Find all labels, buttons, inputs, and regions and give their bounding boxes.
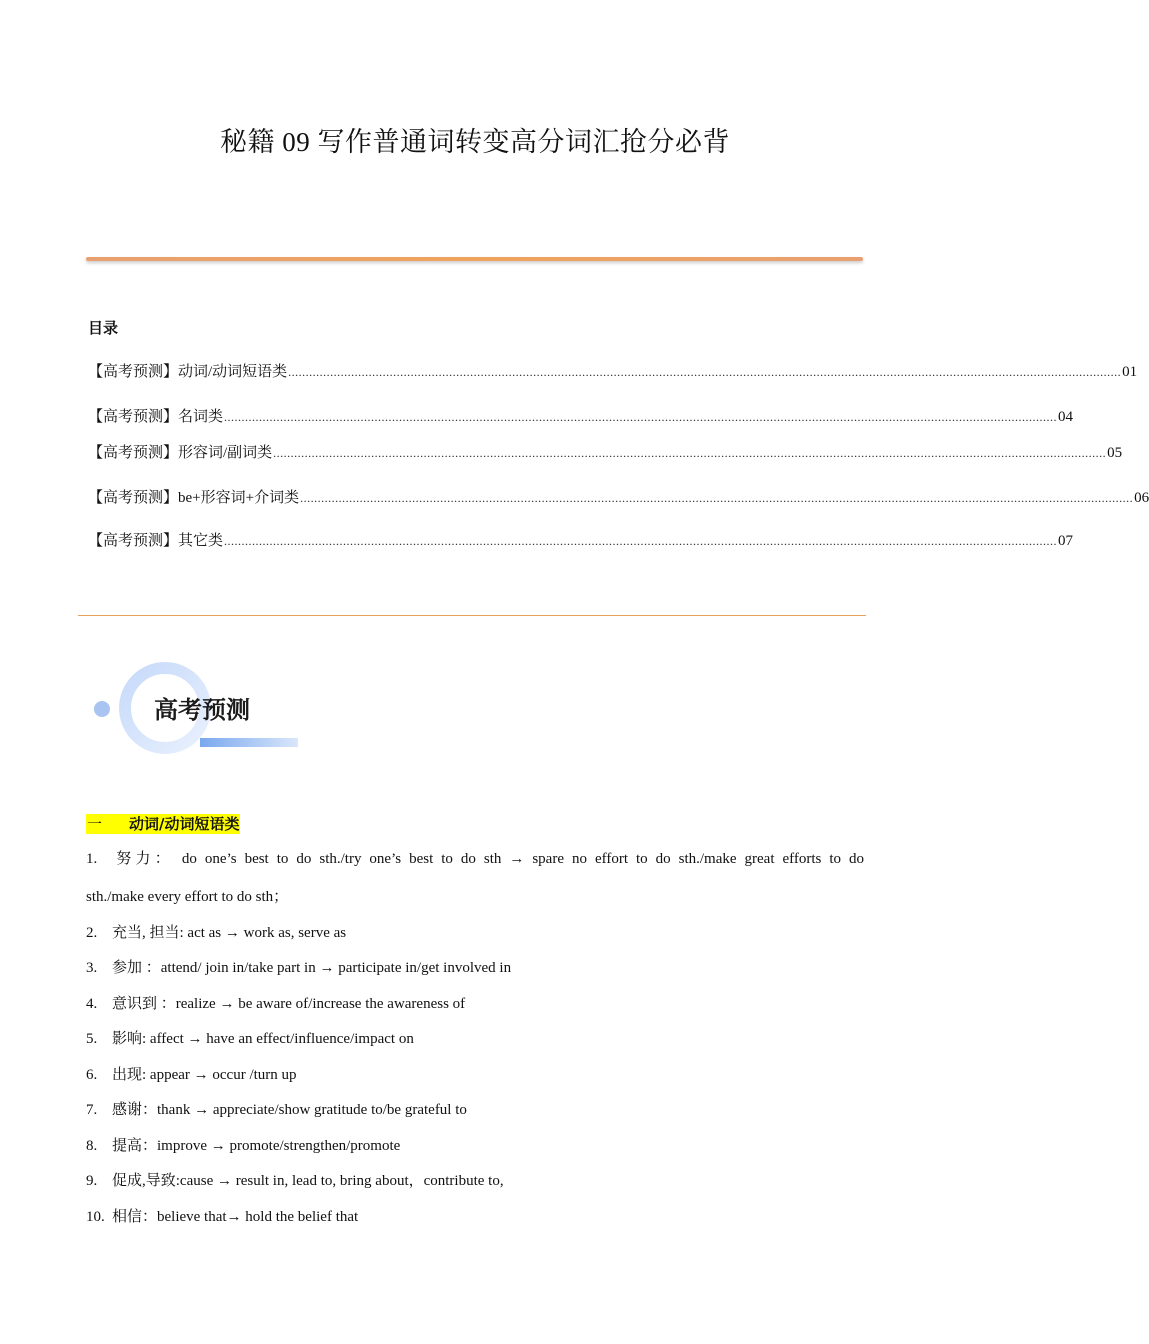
toc-entry[interactable]: [88, 441, 1123, 462]
list-item: [86, 1135, 864, 1157]
toc-leader-dots: ..............................................................................................................................................................................................................................................: [300, 491, 1134, 505]
badge-bar: [200, 738, 298, 747]
toc-entry[interactable]: [88, 360, 1138, 381]
toc-leader-dots: ..............................................................................................................................................................................................................................................: [224, 534, 1058, 548]
item-text: 充当, 担当: act as → work as, serve as: [112, 925, 347, 941]
item-text: 努力： do one’s best to do sth./try one’s best to do sth → spare no effort to do sth./make great efforts to do: [112, 851, 864, 867]
badge-label: 高考预测: [154, 696, 250, 724]
toc-entry-label: 【高考预测】名词类: [88, 409, 224, 425]
document-title: 秘籍 09 写作普通词转变高分词汇抢分必背: [220, 127, 730, 157]
toc-entry-page: 05: [1107, 445, 1123, 461]
toc-entry-label: 【高考预测】动词/动词短语类: [88, 364, 288, 380]
section-badge: [90, 660, 302, 756]
item-number: 5.: [86, 1031, 98, 1047]
list-item: [86, 1170, 864, 1192]
item-text: 相信：believe that→ hold the belief that: [112, 1209, 359, 1225]
toc-entry-page: 04: [1058, 409, 1074, 425]
toc-leader-dots: ..............................................................................................................................................................................................................................................: [224, 410, 1058, 424]
toc-entry-label: 【高考预测】be+形容词+介词类: [88, 490, 300, 506]
item-text: 影响: affect → have an effect/influence/impact on: [112, 1031, 414, 1047]
item-number: 9.: [86, 1173, 98, 1189]
toc-entry[interactable]: [88, 486, 1149, 507]
toc-leader-dots: ..............................................................................................................................................................................................................................................: [273, 446, 1107, 460]
item-number: 6.: [86, 1067, 98, 1083]
item-text: 参加 ：attend/ join in/take part in → participate in/get involved in: [112, 960, 512, 976]
item-number: 4.: [86, 996, 98, 1012]
list-item: [86, 993, 864, 1015]
toc-entry-label: 【高考预测】形容词/副词类: [88, 445, 273, 461]
toc-heading: 目录: [88, 319, 119, 337]
toc-entry[interactable]: [88, 405, 1074, 426]
toc-entry-page: 06: [1134, 490, 1149, 506]
list-item: [86, 957, 864, 979]
item-text: sth./make every effort to do sth；: [86, 889, 289, 905]
item-number: 10.: [86, 1209, 105, 1225]
item-number: 2.: [86, 925, 98, 941]
item-text: 提高：improve → promote/strengthen/promote: [112, 1138, 401, 1154]
toc-divider: [78, 615, 866, 616]
section-heading-text: 动词/动词短语类: [129, 815, 240, 833]
item-number: 1.: [86, 851, 98, 867]
list-item: [86, 1099, 864, 1121]
item-text: 促成,导致:cause → result in, lead to, bring about，contribute to,: [112, 1173, 504, 1189]
toc-entry-page: 07: [1058, 533, 1074, 549]
item-number: 8.: [86, 1138, 98, 1154]
toc-entry-label: 【高考预测】其它类: [88, 533, 224, 549]
list-item: [86, 1028, 864, 1050]
title-divider: [86, 257, 863, 261]
section-number: 一: [87, 815, 103, 833]
toc-entry[interactable]: [88, 529, 1074, 550]
item-number: 7.: [86, 1102, 98, 1118]
item-text: 感谢：thank → appreciate/show gratitude to/be grateful to: [112, 1102, 467, 1118]
toc-entry-page: 01: [1122, 364, 1138, 380]
list-item: [86, 922, 864, 944]
item-number: 3.: [86, 960, 98, 976]
list-item: [86, 848, 864, 870]
section-heading: [86, 814, 240, 834]
item-text: 出现: appear → occur /turn up: [112, 1067, 297, 1083]
list-item-continuation: [86, 886, 864, 908]
list-item: [86, 1206, 864, 1228]
list-item: [86, 1064, 864, 1086]
item-text: 意识到 ：realize → be aware of/increase the awareness of: [112, 996, 466, 1012]
badge-dot: [94, 701, 110, 717]
toc-leader-dots: ..............................................................................................................................................................................................................................................: [288, 365, 1122, 379]
